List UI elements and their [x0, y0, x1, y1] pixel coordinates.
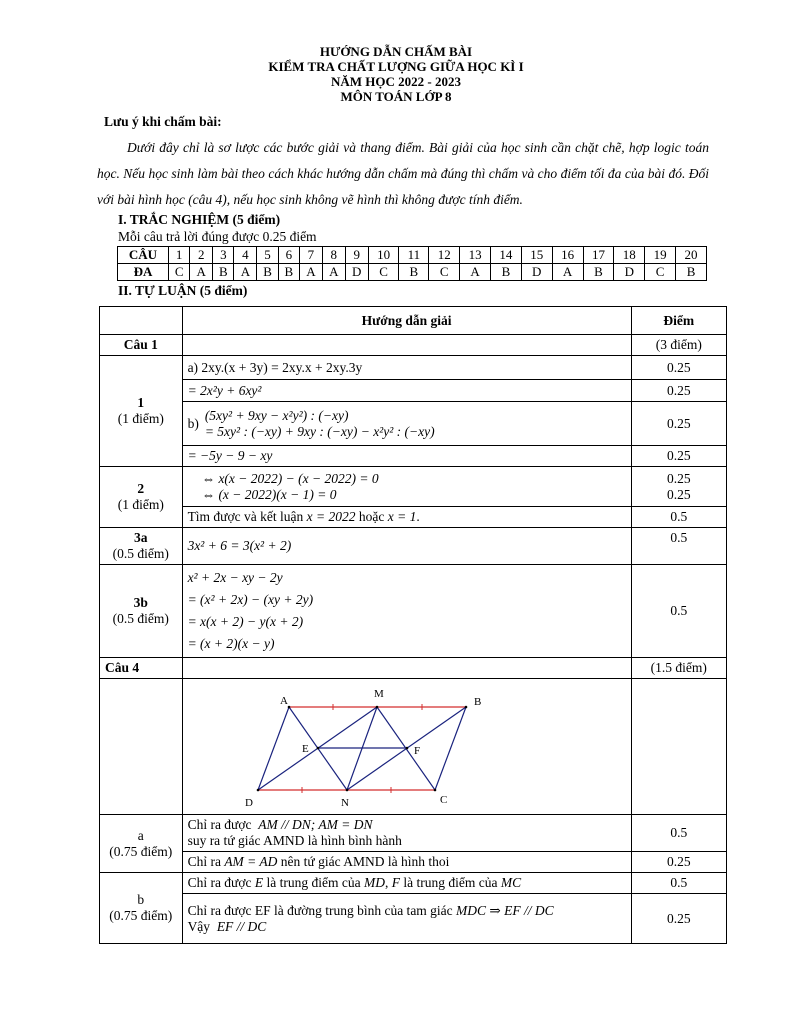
- answer-key: B: [278, 264, 299, 281]
- answer-key: D: [614, 264, 645, 281]
- answer-key: C: [645, 264, 676, 281]
- question-number: 16: [552, 247, 583, 264]
- question-number: 10: [368, 247, 399, 264]
- score-cell: 0.5: [631, 528, 726, 565]
- question-number: 13: [460, 247, 491, 264]
- solution-step: a) 2xy.(x + 3y) = 2xy.x + 2xy.3y: [182, 356, 631, 380]
- point-e: [316, 747, 319, 750]
- header-line-1: HƯỚNG DẪN CHẤM BÀI: [319, 44, 473, 59]
- table-row: [100, 852, 727, 873]
- question-total: (1.5 điểm): [631, 658, 726, 679]
- answer-key: A: [552, 264, 583, 281]
- section-1-subtitle: Mỗi câu trả lời đúng được 0.25 điểm: [118, 229, 317, 244]
- table-row: [100, 356, 727, 380]
- question-label: 3a (0.5 điểm): [100, 528, 183, 565]
- answer-key: A: [190, 264, 213, 281]
- answer-key: B: [213, 264, 234, 281]
- question-number: 20: [676, 247, 707, 264]
- point-label-c: C: [439, 794, 447, 806]
- score-cell: 0.25 0.25: [631, 467, 726, 507]
- solution-step: b) (5xy² + 9xy − x²y²) : (−xy) = 5xy² : (−xy) + 9xy : (−xy) − x²y² : (−xy): [182, 402, 631, 446]
- point-label-b: B: [473, 696, 481, 708]
- score-cell: 0.5: [631, 815, 726, 852]
- solution-step: Tìm được và kết luận x = 2022 hoặc x = 1.: [182, 507, 631, 528]
- score-cell: 0.5: [631, 873, 726, 894]
- table-row: [100, 873, 727, 894]
- score-cell: 0.25: [631, 356, 726, 380]
- point-n: [345, 789, 348, 792]
- question-number: 6: [278, 247, 299, 264]
- geometry-figure-cell: [182, 679, 631, 815]
- answer-key: B: [676, 264, 707, 281]
- question-number: 3: [213, 247, 234, 264]
- table-row: [100, 815, 727, 852]
- table-row: [100, 335, 727, 356]
- table-row: [100, 446, 727, 467]
- solution-step: ⇔ x(x − 2022) − (x − 2022) = 0 ⇔ (x − 2022)(x − 1) = 0: [182, 467, 631, 507]
- question-number: 12: [429, 247, 460, 264]
- header-line-2: KIỂM TRA CHẤT LƯỢNG GIỮA HỌC KÌ I: [268, 59, 524, 74]
- section-2-title: II. TỰ LUẬN (5 điểm): [118, 283, 248, 298]
- score-cell: 0.25: [631, 446, 726, 467]
- point-d: [256, 789, 259, 792]
- question-number: 5: [257, 247, 278, 264]
- point-b: [464, 706, 467, 709]
- point-label-n: N: [340, 797, 349, 809]
- question-label: 1 (1 điểm): [100, 356, 183, 467]
- score-cell: 0.5: [631, 565, 726, 658]
- question-number: 14: [490, 247, 521, 264]
- score-cell: 0.25: [631, 380, 726, 402]
- segment-ad: [258, 707, 289, 790]
- point-label-a: A: [279, 695, 288, 707]
- solution-step: Chỉ ra được E là trung điểm của MD, F là trung điểm của MC: [182, 873, 631, 894]
- document-header: [0, 44, 792, 104]
- point-label-f: F: [413, 745, 420, 757]
- question-label: 2 (1 điểm): [100, 467, 183, 528]
- answer-key: B: [257, 264, 278, 281]
- answer-row-label: ĐA: [118, 264, 169, 281]
- table-row: [100, 380, 727, 402]
- answer-key: A: [460, 264, 491, 281]
- answer-keys-row: [118, 264, 707, 281]
- solution-step: x² + 2x − xy − 2y = (x² + 2x) − (xy + 2y) = x(x + 2) − y(x + 2) = (x + 2)(x − y): [182, 565, 631, 658]
- answer-row-label: CÂU: [118, 247, 169, 264]
- solution-step: 3x² + 6 = 3(x² + 2): [182, 528, 631, 565]
- question-number: 7: [299, 247, 322, 264]
- question-label: b (0.75 điểm): [100, 873, 183, 944]
- solution-step: Chỉ ra được EF là đường trung bình của tam giác MDC ⇒ EF // DC Vậy EF // DC: [182, 894, 631, 944]
- solution-step: Chỉ ra được AM // DN; AM = DN suy ra tứ giác AMND là hình bình hành: [182, 815, 631, 852]
- question-number: 19: [645, 247, 676, 264]
- question-number: 2: [190, 247, 213, 264]
- note-body: Dưới đây chỉ là sơ lược các bước giải và thang điểm. Bài giải của học sinh cần chặt chẽ, hợp logic toán học. Nếu học sinh làm bài theo cách khác hướng dẫn chấm mà đúng thì chấm và cho điểm tối đa của bài đó. Đối với bài hình học (câu 4), nếu học sinh không vẽ hình thì không được tính điểm.: [97, 140, 709, 207]
- answer-key-table: [117, 246, 707, 281]
- question-label: Câu 1: [100, 335, 183, 356]
- header-line-4: MÔN TOÁN LỚP 8: [340, 89, 452, 104]
- answer-key: B: [490, 264, 521, 281]
- answer-key: B: [583, 264, 614, 281]
- score-cell: 0.25: [631, 402, 726, 446]
- answer-numbers-row: [118, 247, 707, 264]
- answer-key: C: [169, 264, 190, 281]
- table-row: [100, 894, 727, 944]
- answer-key: D: [521, 264, 552, 281]
- answer-key: C: [368, 264, 399, 281]
- question-number: 15: [521, 247, 552, 264]
- answer-key: A: [299, 264, 322, 281]
- point-m: [375, 706, 378, 709]
- table-row: [100, 679, 727, 815]
- table-row: [100, 507, 727, 528]
- question-number: 4: [234, 247, 257, 264]
- table-row: [100, 402, 727, 446]
- score-cell: 0.25: [631, 852, 726, 873]
- table-row: [100, 467, 727, 507]
- answer-key: C: [429, 264, 460, 281]
- question-label: 3b (0.5 điểm): [100, 565, 183, 658]
- question-number: 9: [345, 247, 368, 264]
- point-f: [405, 747, 408, 750]
- solution-step: = 2x²y + 6xy²: [182, 380, 631, 402]
- score-cell: 0.25: [631, 894, 726, 944]
- point-c: [433, 789, 436, 792]
- point-label-e: E: [301, 743, 309, 755]
- solution-step: Chỉ ra AM = AD nên tứ giác AMND là hình thoi: [182, 852, 631, 873]
- answer-key: D: [345, 264, 368, 281]
- table-row: [100, 528, 727, 565]
- question-number: 1: [169, 247, 190, 264]
- table-header-row: [100, 307, 727, 335]
- answer-key: B: [399, 264, 429, 281]
- note-title: Lưu ý khi chấm bài:: [104, 114, 222, 129]
- header-score: Điểm: [631, 307, 726, 335]
- question-number: 18: [614, 247, 645, 264]
- question-number: 17: [583, 247, 614, 264]
- solution-step: = −5y − 9 − xy: [182, 446, 631, 467]
- point-a: [287, 706, 290, 709]
- point-label-m: M: [373, 688, 384, 700]
- question-number: 8: [322, 247, 345, 264]
- score-cell: 0.5: [631, 507, 726, 528]
- question-label: Câu 4: [100, 658, 183, 679]
- answer-key: A: [234, 264, 257, 281]
- section-1-title: I. TRẮC NGHIỆM (5 điểm): [118, 212, 281, 227]
- question-label: a (0.75 điểm): [100, 815, 183, 873]
- geometry-figure: [183, 679, 630, 810]
- answer-key: A: [322, 264, 345, 281]
- table-row: [100, 565, 727, 658]
- header-guide: Hướng dẫn giải: [182, 307, 631, 335]
- header-line-3: NĂM HỌC 2022 - 2023: [331, 74, 461, 89]
- table-row: [100, 658, 727, 679]
- essay-grading-table: [99, 306, 727, 944]
- segment-bc: [435, 707, 466, 790]
- question-total: (3 điểm): [631, 335, 726, 356]
- question-number: 11: [399, 247, 429, 264]
- point-label-d: D: [244, 797, 253, 809]
